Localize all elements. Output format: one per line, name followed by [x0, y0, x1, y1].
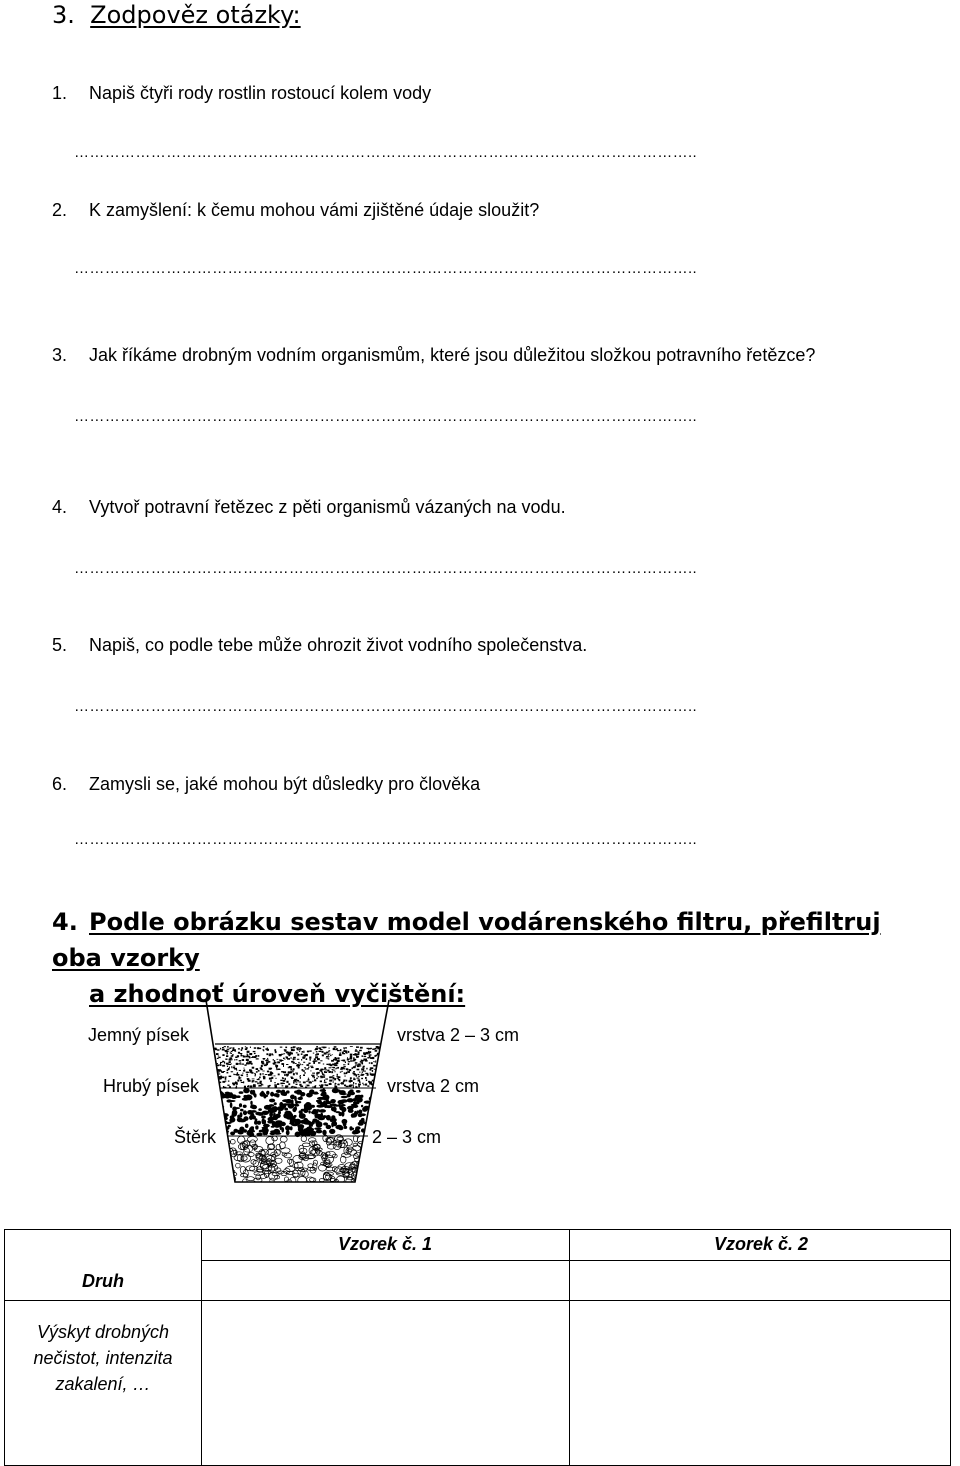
question-text: Napiš, co podle tebe může ohrozit život vodního společenstva.: [89, 635, 588, 655]
water-filter-diagram: [200, 996, 400, 1188]
layer-label-gravel: Štěrk: [174, 1127, 217, 1147]
section-title-line-1: Podle obrázku sestav model vodárenského filtru, přefiltruj oba vzorky: [52, 908, 881, 972]
row-label-cell: [5, 1301, 202, 1466]
row-label-line: nečistot, intenzita: [33, 1348, 173, 1368]
layer-thickness-fine-sand: vrstva 2 – 3 cm: [397, 1025, 520, 1045]
answer-cell-sample-2[interactable]: [570, 1301, 951, 1466]
answer-cell-sample-1[interactable]: [202, 1301, 570, 1466]
section-3-heading: [52, 0, 301, 30]
question-number: 6.: [52, 774, 68, 794]
answer-line-2[interactable]: …………………………………………………………………………………………………………..: [74, 260, 698, 277]
question-text: Jak říkáme drobným vodním organismům, které jsou důležitou složkou potravního řetězce?: [89, 345, 816, 365]
section-title: Zodpověz otázky:: [90, 1, 301, 29]
question-text: Napiš čtyři rody rostlin rostoucí kolem vody: [89, 83, 432, 103]
answer-line-3[interactable]: …………………………………………………………………………………………………………..: [74, 408, 698, 425]
section-title-line-2: a zhodnoť úroveň vyčištění:: [89, 980, 466, 1008]
layer-thickness-gravel: 2 – 3 cm: [372, 1127, 442, 1147]
column-header-sample-1: Vzorek č. 1: [337, 1234, 432, 1254]
question-number: 3.: [52, 345, 68, 365]
row-label-line: zakalení, …: [55, 1374, 151, 1394]
layer-label-fine-sand: Jemný písek: [88, 1025, 190, 1045]
section-number: 4.: [52, 908, 78, 936]
question-3: [52, 344, 815, 366]
header-cell-type: [5, 1230, 202, 1301]
section-number: 3.: [52, 1, 75, 29]
answer-line-5[interactable]: …………………………………………………………………………………………………………..: [74, 698, 698, 715]
row-label-line: Výskyt drobných: [36, 1322, 170, 1342]
question-number: 1.: [52, 83, 68, 103]
question-6: [52, 773, 480, 795]
question-text: Vytvoř potravní řetězec z pěti organismů vázaných na vodu.: [89, 497, 566, 517]
question-2: [52, 199, 539, 221]
column-header-sample-2: Vzorek č. 2: [714, 1234, 809, 1254]
fine-sand-layer: [210, 1046, 392, 1089]
column-header-type: Druh: [82, 1271, 124, 1291]
answer-line-6[interactable]: …………………………………………………………………………………………………………..: [74, 831, 698, 848]
header-cell-sample-2: [570, 1230, 951, 1301]
question-text: K zamyšlení: k čemu mohou vámi zjištěné údaje sloužit?: [89, 200, 540, 220]
section-4-heading: [52, 904, 932, 1012]
question-text: Zamysli se, jaké mohou být důsledky pro člověka: [89, 774, 481, 794]
question-number: 5.: [52, 635, 68, 655]
layer-thickness-coarse-sand: vrstva 2 cm: [387, 1076, 480, 1096]
answer-line-4[interactable]: …………………………………………………………………………………………………………..: [74, 560, 698, 577]
header-cell-sample-1: [202, 1230, 570, 1301]
question-1: [52, 82, 431, 104]
question-number: 2.: [52, 200, 68, 220]
layer-label-coarse-sand: Hrubý písek: [103, 1076, 200, 1096]
results-table: [4, 1229, 951, 1466]
answer-line-1[interactable]: …………………………………………………………………………………………………………..: [74, 144, 698, 161]
question-number: 4.: [52, 497, 68, 517]
question-5: [52, 634, 587, 656]
question-4: [52, 496, 566, 518]
